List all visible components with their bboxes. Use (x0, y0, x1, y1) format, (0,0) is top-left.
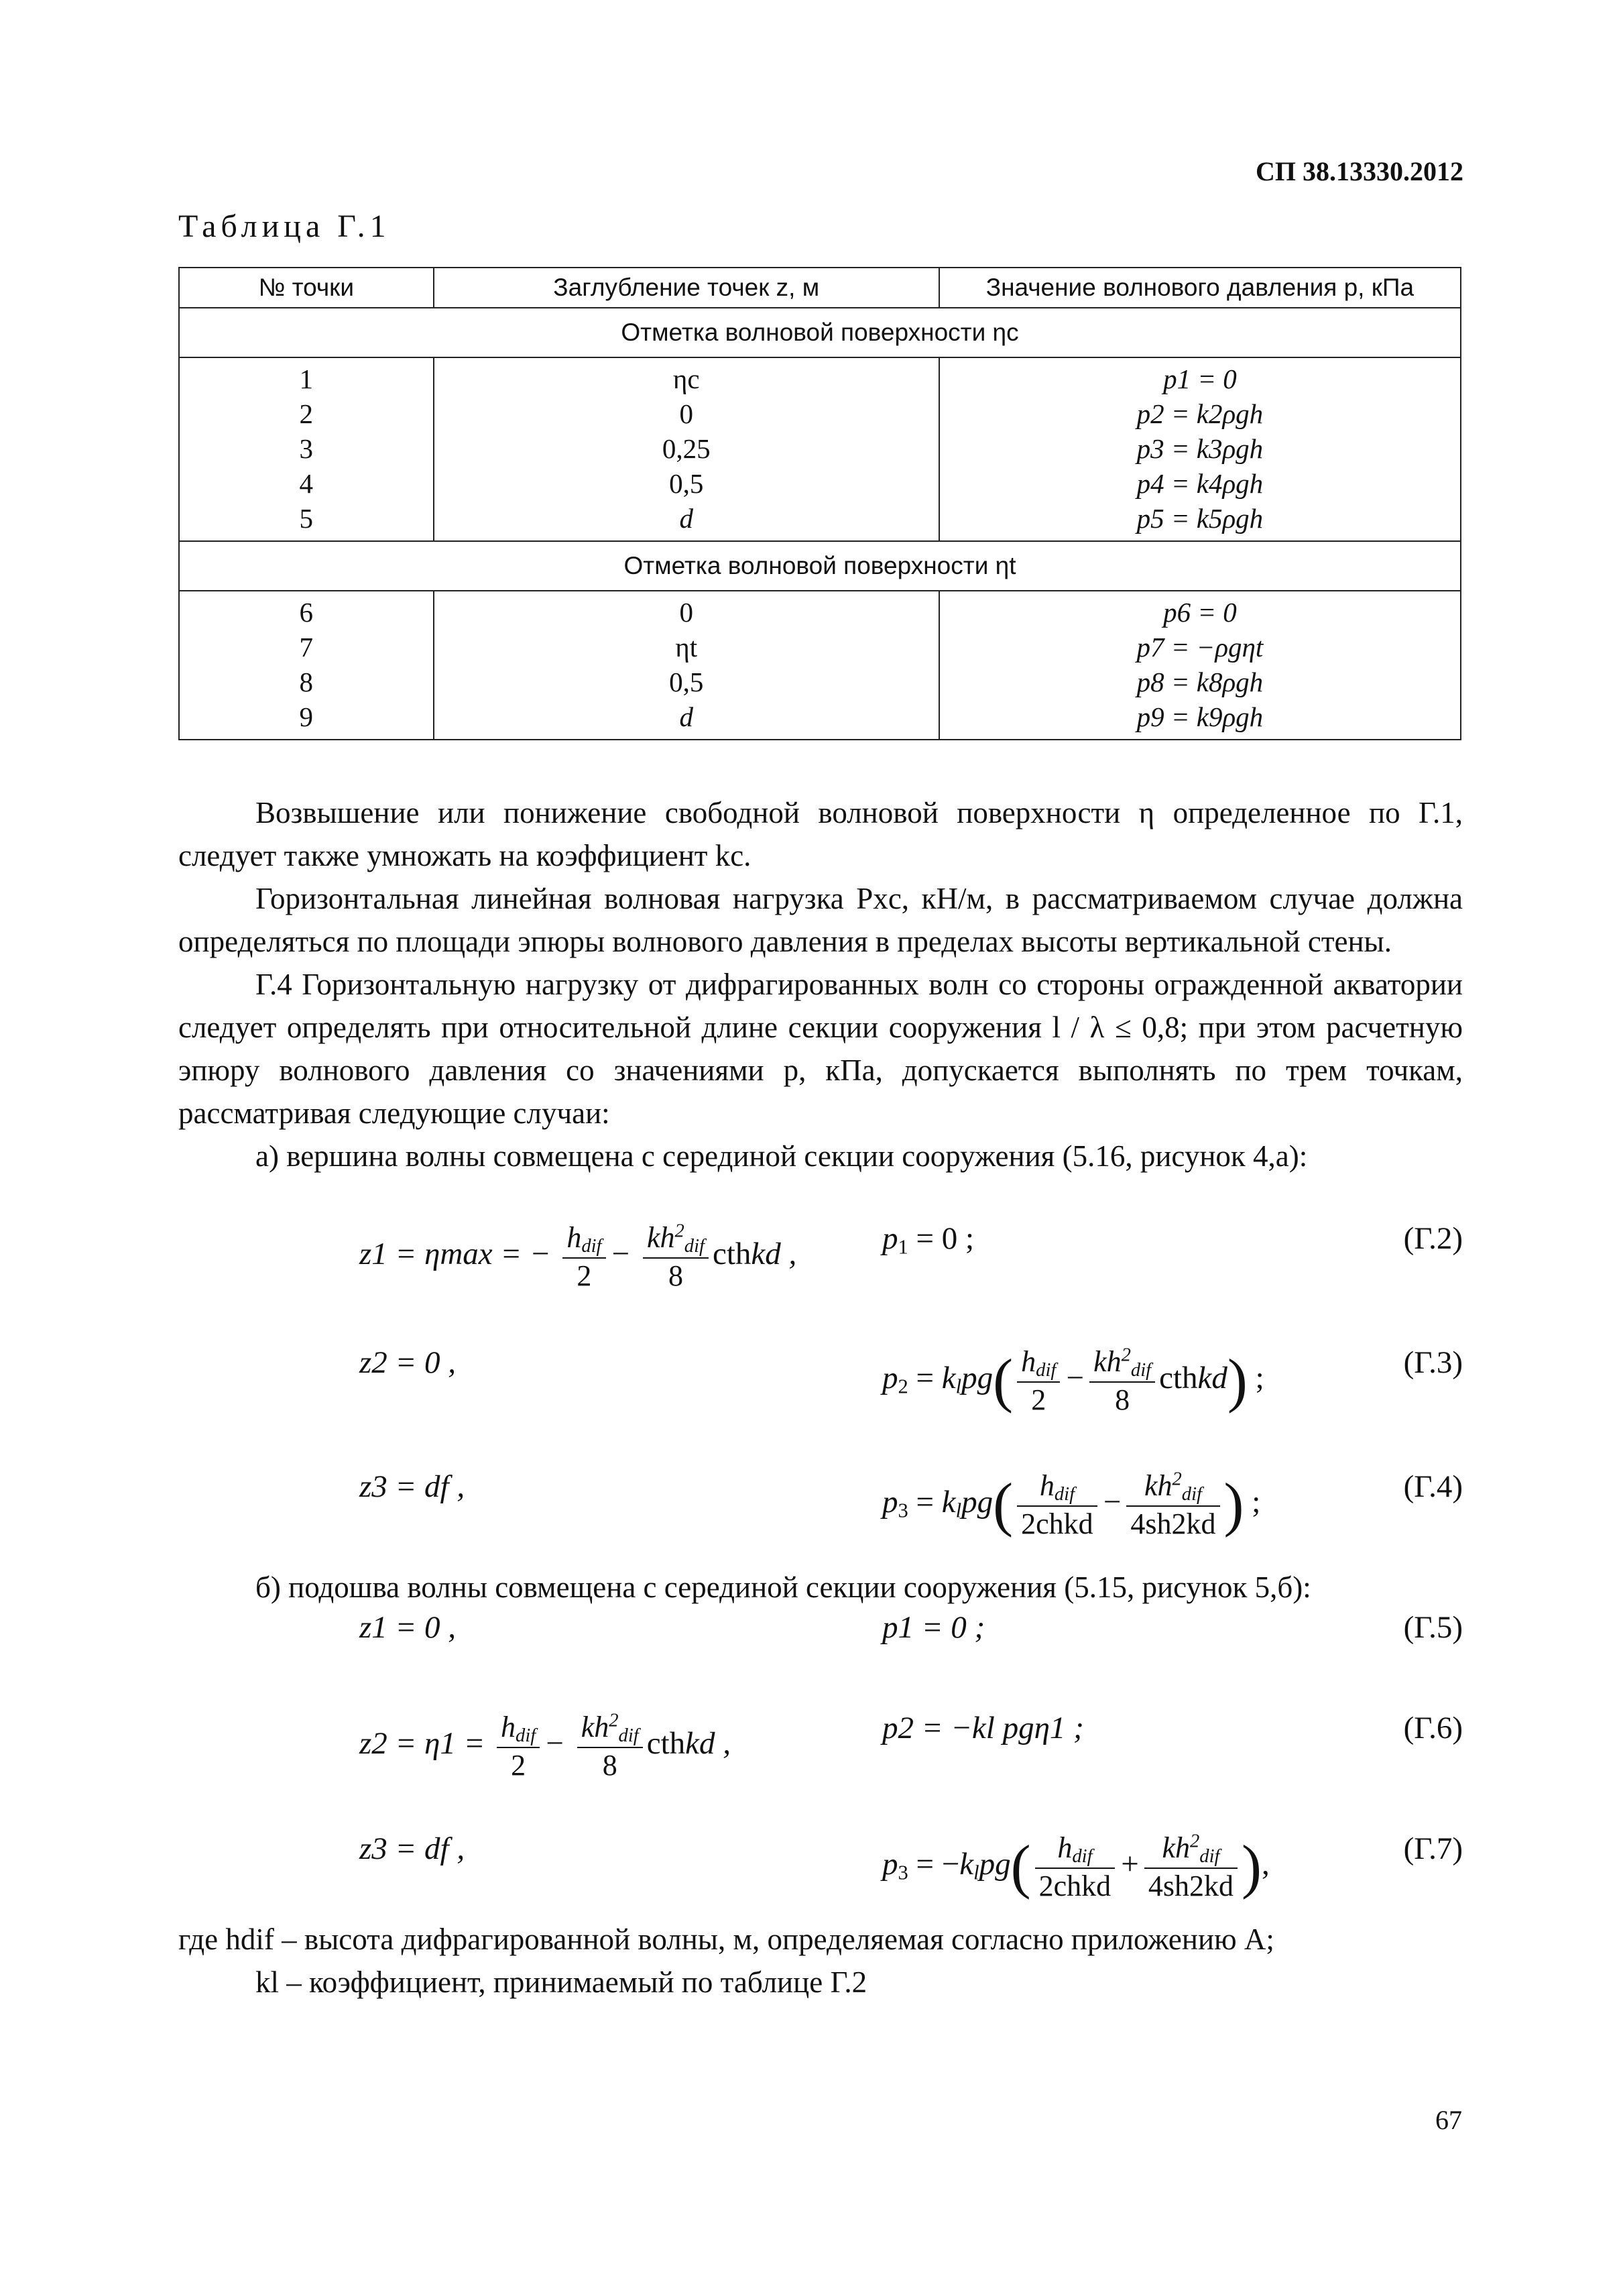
table-row (179, 591, 1461, 740)
formula-number: (Г.5) (1403, 1610, 1463, 1645)
fraction: $\frac{h_{dif}}{2}$ (1017, 1344, 1060, 1417)
page-number: 67 (1435, 2105, 1462, 2135)
formula-lhs-text: z2 = η1 = (359, 1725, 485, 1761)
formula-g6 (178, 1690, 1463, 1782)
formula-lhs: z1 = ηmax = − $\frac{h_{dif}}{2}$ − $\frac{kh^2_{dif}}{8}$ cthkd , (359, 1220, 797, 1293)
fraction: $\frac{h_{dif}}{\text{2chkd}}$ (1017, 1469, 1097, 1541)
formula-lhs: z1 = 0 , (359, 1610, 457, 1645)
formula-number: (Г.6) (1403, 1711, 1463, 1745)
fraction: $\frac{kh^2_{dif}}{8}$ (577, 1710, 643, 1782)
depth-value: 0 (679, 597, 693, 628)
section-title: Отметка волновой поверхности ηc (179, 308, 1461, 357)
column-header: Значение волнового давления p, кПа (939, 268, 1461, 308)
table-caption: Таблица Г.1 (178, 209, 391, 244)
table-section-row (179, 541, 1461, 591)
point-number: 1 (299, 363, 314, 394)
pressure-value: p6 = 0 (1163, 597, 1237, 628)
formula-rhs: p2 = −kl pgη1 ; (882, 1711, 1084, 1745)
pressure-value: p1 = 0 (1163, 363, 1237, 394)
formula-g5 (178, 1589, 1463, 1670)
formula-g3 (178, 1324, 1463, 1417)
formula-rhs: $p_2 = k_lpg$( $\frac{h_{dif}}{2}$ − $\frac{kh^2_{dif}}{8}$ cthkd) ; (882, 1344, 1264, 1417)
point-numbers-cell (179, 591, 434, 740)
paragraph: Горизонтальная линейная волновая нагрузка Pxc, кН/м, в рассматриваемом случае должна определяться по площади эпюры волнового давления в пределах высоты вертикальной стены. (178, 882, 1463, 958)
formula-number: (Г.2) (1403, 1221, 1463, 1256)
where-notes (178, 1918, 1463, 2004)
point-number: 2 (299, 398, 314, 429)
depths-cell (434, 357, 939, 541)
point-number: 8 (299, 667, 314, 697)
pressure-value: p3 = k3ρgh (1136, 433, 1264, 464)
formula-g4 (178, 1448, 1463, 1541)
pressure-value: p4 = k4ρgh (1136, 468, 1264, 499)
point-number: 4 (299, 468, 314, 499)
pressure-value: p5 = k5ρgh (1136, 503, 1264, 534)
formula-rhs: $p_3 = -k_lpg$( $\frac{h_{dif}}{\text{2chkd}}$ + $\frac{kh^2_{dif}}{4sh2kd}$ ), (882, 1831, 1270, 1903)
case-a-heading: а) вершина волны совмещена с серединой секции сооружения (5.16, рисунок 4,а): (255, 1139, 1308, 1173)
pressure-value: p9 = k9ρgh (1136, 701, 1264, 732)
depth-value: 0 (679, 398, 693, 429)
depth-value: 0,25 (662, 433, 711, 464)
table-section-row (179, 308, 1461, 357)
where-line: kl – коэффициент, принимаемый по таблице Г.2 (255, 1965, 867, 1999)
section-title: Отметка волновой поверхности ηt (179, 541, 1461, 591)
data-table (178, 267, 1461, 740)
depth-value: 0,5 (669, 468, 704, 499)
formula-lhs: z3 = df , (359, 1469, 465, 1504)
table-row (179, 357, 1461, 541)
table-header-row (179, 268, 1461, 308)
depth-value: ηt (675, 632, 698, 663)
formula-number: (Г.3) (1403, 1345, 1463, 1380)
pressure-value: p8 = k8ρgh (1136, 667, 1264, 697)
where-line: где hdif – высота дифрагированной волны, м, определяемая согласно приложению А; (178, 1922, 1274, 1956)
paragraph: Возвышение или понижение свободной волновой поверхности η определенное по Г.1, следует также умножать на коэффициент kc. (178, 796, 1463, 872)
depth-value: ηc (672, 363, 700, 394)
pressure-value: p7 = −ρgηt (1136, 632, 1264, 663)
point-numbers-cell (179, 357, 434, 541)
formula-rhs: p1 = 0 ; (882, 1610, 985, 1645)
document-code: СП 38.13330.2012 (1256, 156, 1463, 186)
formula-g7 (178, 1811, 1463, 1903)
column-header: Заглубление точек z, м (434, 268, 939, 308)
formula-g2 (178, 1200, 1463, 1293)
column-header: № точки (179, 268, 434, 308)
pressures-cell (939, 357, 1461, 541)
point-number: 9 (299, 701, 314, 732)
fraction: $\frac{kh^2_{dif}}{4sh2kd}$ (1144, 1831, 1238, 1903)
point-number: 3 (299, 433, 314, 464)
point-number: 5 (299, 503, 314, 534)
paragraph: Г.4 Горизонтальную нагрузку от дифрагированных волн со стороны огражденной акватории следует определять при относительной длине секции сооружения l / λ ≤ 0,8; при этом расчетную эпюру волнового давления со значениями p, кПа, допускается выполнять по трем точкам, рассматривая следующие случаи: (178, 968, 1463, 1130)
depth-value: d (679, 503, 693, 534)
fraction: $\frac{kh^2_{dif}}{4sh2kd}$ (1126, 1469, 1219, 1541)
pressures-cell (939, 591, 1461, 740)
formula-lhs-text: z1 = ηmax = − (359, 1236, 551, 1271)
pressure-value: p2 = k2ρgh (1136, 398, 1264, 429)
fraction: $\frac{kh^2_{dif}}{8}$ (643, 1220, 709, 1293)
depth-value: 0,5 (669, 667, 704, 697)
point-number: 6 (299, 597, 314, 628)
fraction: $\frac{h_{dif}}{2}$ (562, 1220, 605, 1293)
point-number: 7 (299, 632, 314, 663)
fraction: $\frac{h_{dif}}{2}$ (497, 1710, 540, 1782)
formula-lhs: z2 = 0 , (359, 1345, 457, 1380)
formula-number: (Г.4) (1403, 1469, 1463, 1504)
formula-rhs: $p_1 = 0$ ; (882, 1221, 975, 1259)
fraction: $\frac{h_{dif}}{\text{2chkd}}$ (1035, 1831, 1116, 1903)
formula-rhs: $p_3 = k_lpg$( $\frac{h_{dif}}{\text{2chkd}}$ − $\frac{kh^2_{dif}}{4sh2kd}$ ) ; (882, 1469, 1261, 1541)
fraction: $\frac{kh^2_{dif}}{8}$ (1089, 1344, 1155, 1417)
body-paragraphs (178, 791, 1463, 1178)
formula-number: (Г.7) (1403, 1831, 1463, 1866)
formula-lhs: z2 = η1 = $\frac{h_{dif}}{2}$ − $\frac{kh^2_{dif}}{8}$ cthkd , (359, 1710, 731, 1782)
formula-lhs: z3 = df , (359, 1831, 465, 1866)
depths-cell (434, 591, 939, 740)
case-b-heading: б) подошва волны совмещена с серединой секции сооружения (5.15, рисунок 5,б): (255, 1570, 1311, 1604)
depth-value: d (679, 701, 693, 732)
